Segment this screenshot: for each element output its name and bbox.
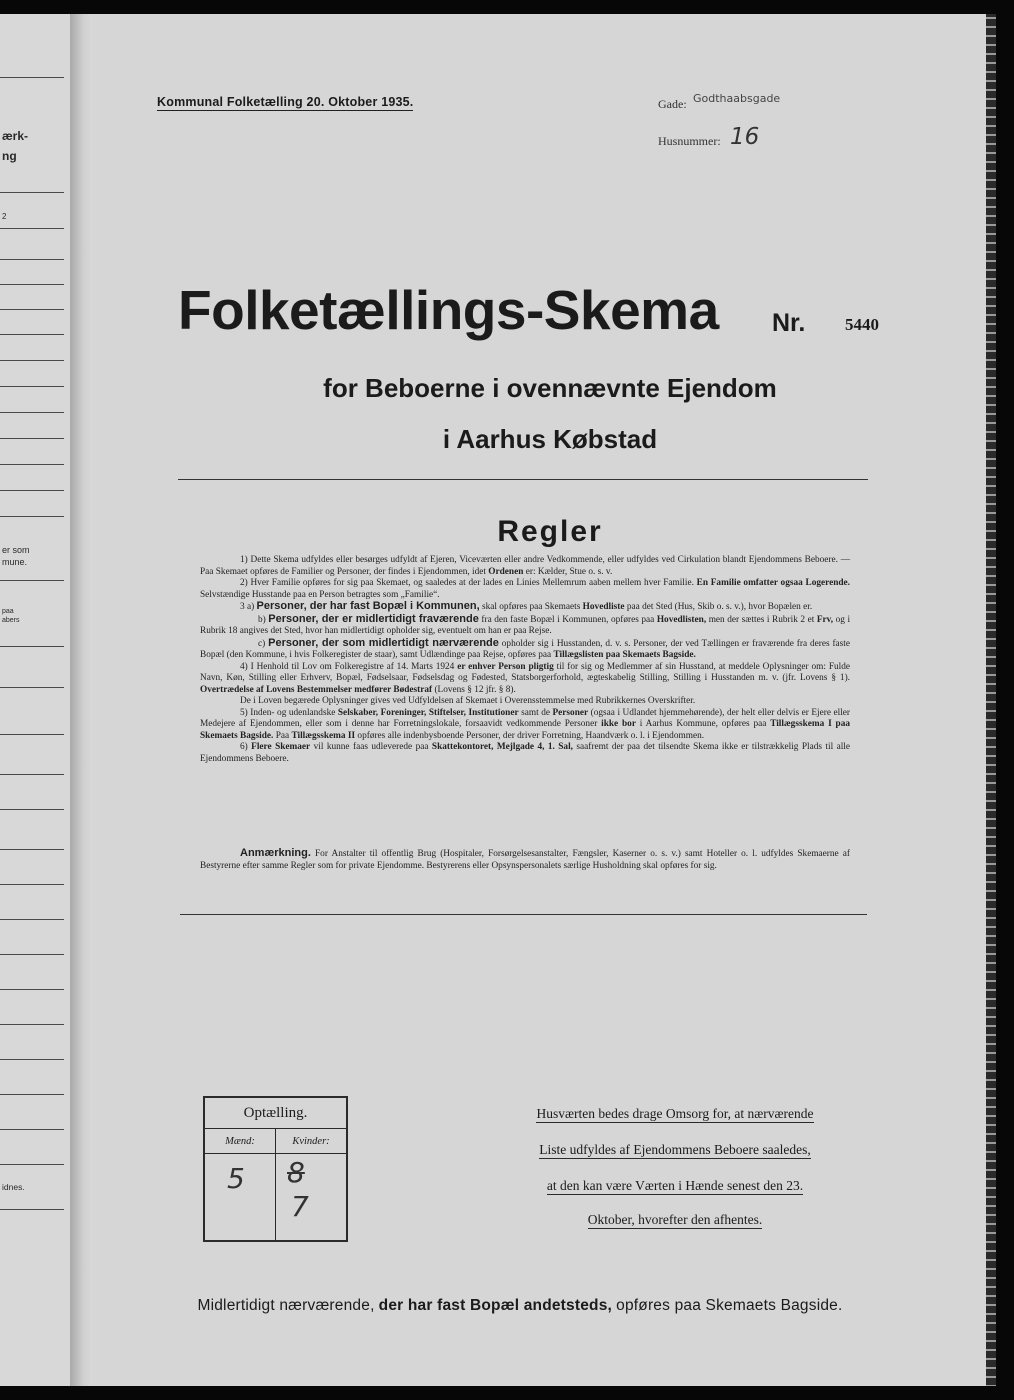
left-text-fragment: ærk- bbox=[2, 129, 29, 143]
divider bbox=[0, 1164, 64, 1165]
form-municipality: i Aarhus Købstad bbox=[442, 424, 658, 454]
divider bbox=[0, 774, 64, 775]
divider bbox=[0, 646, 64, 647]
rule-emphasis: Overtrædelse af Lovens Bestemmelser medfører Bødestraf bbox=[200, 684, 433, 695]
rule-6 bbox=[200, 742, 850, 765]
rule-text: opføres alle indenbysboende Personer, der driver Forretning, Haandværk o. l. i Ejendommen. bbox=[357, 730, 705, 741]
divider bbox=[0, 1094, 64, 1095]
rule-emphasis: ikke bor bbox=[601, 719, 636, 729]
women-count-struck: 8 bbox=[287, 1156, 305, 1189]
women-label: Kvinder: bbox=[292, 1136, 330, 1147]
rule-text: og i Rubrik 18 angives det Sted, hvor han midlertidigt opholder sig, eventuelt om han er paa Rejse. bbox=[200, 614, 851, 636]
footer-note bbox=[160, 1297, 880, 1315]
instruction-text: Oktober, hvorefter den afhentes. bbox=[587, 1212, 763, 1227]
instruction-text: at den kan være Værten i Hænde senest den 23. bbox=[546, 1178, 804, 1193]
rule-text: til for sig og Medlemmer af sin Husstand, at meddele Oplysninger om: Fulde Navn, Køn, Stilling eller Erhverv, Bopæl, Fødselsaar, Fødselsdag og Fødested, Statsborgerforhold, ægteskabelig Stilling, Stilling i Husstanden m. v. (jfr. Lovens § 1). bbox=[200, 661, 851, 683]
form-subtitle: for Beboerne i ovennævnte Ejendom bbox=[323, 373, 777, 403]
divider bbox=[205, 1153, 346, 1154]
rule-3b bbox=[200, 614, 850, 638]
count-box-title: Optælling. bbox=[243, 1105, 308, 1121]
rule-emphasis: Hovedliste bbox=[582, 602, 625, 612]
left-text-fragment: ng bbox=[2, 149, 17, 163]
page-edge bbox=[986, 14, 996, 1386]
form-title: Folketællings-Skema bbox=[178, 279, 719, 341]
left-text-fragment: abers bbox=[2, 617, 20, 624]
form-number-value: 5440 bbox=[845, 315, 879, 334]
rule-emphasis: Flere Skemaer bbox=[251, 742, 311, 752]
rule-text: samt de bbox=[521, 707, 550, 718]
divider bbox=[0, 809, 64, 810]
divider bbox=[0, 77, 64, 78]
instruction-line bbox=[500, 1178, 850, 1194]
rule-text: saafremt der paa det tilsendte Skema ikke er tilstrækkelig Plads til alle Ejendommens Beboere. bbox=[200, 742, 850, 764]
rule-text: fra den faste Bopæl i Kommunen, opføres paa bbox=[481, 614, 655, 625]
divider bbox=[0, 334, 64, 335]
rule-emphasis: En Familie omfatter ogsaa Logerende. bbox=[696, 578, 850, 588]
rule-5 bbox=[200, 708, 850, 743]
rule-text: er: Kælder, Stue o. s. v. bbox=[525, 566, 613, 577]
divider bbox=[0, 309, 64, 310]
rules-text bbox=[200, 555, 850, 765]
rule-text: i Aarhus Kommune, opføres paa bbox=[639, 719, 767, 729]
divider bbox=[0, 1129, 64, 1130]
footer-emphasis: der har fast Bopæl andetsteds, bbox=[378, 1297, 613, 1314]
divider bbox=[0, 438, 64, 439]
rule-emphasis: Tillægsskema II bbox=[291, 730, 356, 741]
divider bbox=[0, 884, 64, 885]
rule-emphasis: Personer, der har fast Bopæl i Kommunen, bbox=[256, 600, 480, 612]
divider bbox=[0, 734, 64, 735]
rule-text: 3 a) bbox=[240, 602, 255, 612]
divider bbox=[0, 580, 64, 581]
house-number-label: Husnummer: bbox=[658, 134, 721, 148]
remark bbox=[200, 848, 850, 872]
divider bbox=[0, 1209, 64, 1210]
divider bbox=[0, 849, 64, 850]
footer-text: opføres paa Skemaets Bagside. bbox=[616, 1297, 843, 1314]
left-text-fragment: 2 bbox=[2, 212, 7, 221]
rule-text: vil kunne faas udleverede paa bbox=[313, 742, 429, 752]
rule-text: (Lovens § 12 jfr. § 8). bbox=[434, 684, 516, 695]
divider bbox=[0, 228, 64, 229]
divider bbox=[0, 360, 64, 361]
rule-emphasis: er enhver Person pligtig bbox=[457, 661, 554, 672]
divider bbox=[0, 192, 64, 193]
rule-2 bbox=[200, 578, 850, 601]
rule-emphasis: Frv, bbox=[816, 614, 834, 625]
divider bbox=[0, 687, 64, 688]
street-label: Gade: bbox=[658, 97, 687, 111]
rule-text: 4) I Henhold til Lov om Folkeregistre af 14. Marts 1924 bbox=[240, 661, 455, 672]
street-value: Godthaabsgade bbox=[693, 92, 781, 105]
rule-text: (ogsaa i Udlandet hjemmehørende), der helt eller delvis er Ejere eller Medejere af Ejendommen, eller som i denne har Forretningslokale, forsaavidt vedkommende Personer bbox=[200, 707, 851, 729]
divider bbox=[0, 954, 64, 955]
rule-emphasis: Personer, der er midlertidigt fraværende bbox=[268, 612, 479, 625]
divider bbox=[0, 516, 64, 517]
rule-3c bbox=[200, 638, 850, 662]
rule-emphasis: Selskaber, Foreninger, Stiftelser, Institutioner bbox=[337, 707, 519, 718]
instruction-line bbox=[500, 1106, 850, 1122]
divider bbox=[0, 412, 64, 413]
men-label: Mænd: bbox=[225, 1136, 255, 1147]
rule-text: 2) Hver Familie opføres for sig paa Skemaet, og saaledes at der lades en Linies Mellemrum aaben mellem hver Familie. bbox=[240, 578, 694, 588]
rule-4-continued bbox=[200, 696, 850, 708]
divider bbox=[0, 1024, 64, 1025]
remark-label: Anmærkning. bbox=[240, 847, 311, 859]
divider bbox=[0, 259, 64, 260]
rules-heading: Regler bbox=[497, 515, 603, 548]
women-count: 7 bbox=[291, 1190, 309, 1223]
rule-text: De i Loven begærede Oplysninger gives ved Udfyldelsen af Skemaet i Overensstemmelse med Rubrikkernes Overskrifter. bbox=[240, 696, 696, 706]
instruction-line bbox=[500, 1212, 850, 1228]
rule-emphasis: Personer bbox=[552, 707, 589, 718]
rule-text: 1) Dette Skema udfyldes eller besørges udfyldt af Ejeren, Viceværten eller andre Vedkommende, eller udfyldes ved Cirkulation blandt Ejendommens Beboere. — Paa Skemaet opføres de Familier og Personer, der findes i Ejendommen, idet bbox=[200, 555, 850, 577]
divider bbox=[0, 386, 64, 387]
left-text-fragment: mune. bbox=[2, 557, 28, 567]
instruction-text: Husværten bedes drage Omsorg for, at nærværende bbox=[536, 1106, 814, 1121]
rule-text: 6) bbox=[240, 742, 248, 752]
divider bbox=[0, 490, 64, 491]
men-count: 5 bbox=[227, 1162, 245, 1195]
divider bbox=[180, 914, 867, 915]
divider bbox=[0, 464, 64, 465]
left-text-fragment: er som bbox=[2, 545, 30, 555]
divider bbox=[0, 284, 64, 285]
left-text-fragment: paa bbox=[2, 608, 14, 615]
rule-text: c) bbox=[258, 638, 266, 649]
rule-emphasis: Skattekontoret, Mejlgade 4, 1. Sal, bbox=[431, 742, 573, 752]
left-text-fragment: idnes. bbox=[2, 1182, 25, 1192]
rule-text: 5) Inden- og udenlandske bbox=[240, 707, 336, 718]
book-gutter bbox=[70, 14, 92, 1386]
divider bbox=[178, 479, 868, 480]
left-page-fragment bbox=[0, 14, 71, 1386]
rule-emphasis: Tillægsskema I paa Skemaets Bagside. bbox=[200, 719, 850, 741]
census-title: Kommunal Folketælling 20. Oktober 1935. bbox=[157, 95, 414, 109]
house-number-value: 16 bbox=[730, 124, 760, 150]
rule-text: b) bbox=[258, 614, 266, 625]
instruction-text: Liste udfyldes af Ejendommens Beboere saaledes, bbox=[539, 1142, 811, 1157]
rule-text: paa det Sted (Hus, Skib o. s. v.), hvor Bopælen er. bbox=[626, 602, 813, 612]
rule-text: Selvstændige Husstande paa en Person betragtes som „Familie“. bbox=[200, 589, 440, 600]
divider bbox=[0, 1059, 64, 1060]
rule-text: Paa bbox=[275, 730, 290, 741]
rule-1 bbox=[200, 555, 850, 578]
footer-text: Midlertidigt nærværende, bbox=[197, 1297, 375, 1314]
remark-text: For Anstalter til offentlig Brug (Hospitaler, Forsørgelsesanstalter, Fængsler, Kaserner o. s. v.) samt Hoteller o. l. udfyldes Skemaerne af Bestyrerne efter samme Regler som for private Ejendomme. Bestyrerens eller Opsynspersonalets særlige Husholdning skal opføres for sig. bbox=[200, 849, 850, 871]
rule-4 bbox=[200, 662, 850, 697]
rule-emphasis: Hovedlisten, bbox=[656, 614, 707, 625]
rule-text: skal opføres paa Skemaets bbox=[481, 602, 581, 612]
count-box bbox=[203, 1096, 348, 1242]
rule-text: opholder sig i Husstanden, d. v. s. Personer, der ved Tællingen er fraværende fra deres faste Bopæl (den Kommune, i hvis Folkeregister de staar), samt Udlændinge paa Rejse, opføres paa bbox=[200, 638, 851, 660]
rule-emphasis: Personer, der som midlertidigt nærværende bbox=[268, 636, 499, 649]
rule-emphasis: Ordenen bbox=[488, 566, 524, 577]
divider bbox=[0, 989, 64, 990]
divider bbox=[0, 919, 64, 920]
rule-emphasis: Tillægslisten paa Skemaets Bagside. bbox=[553, 650, 696, 660]
rule-text: men der sættes i Rubrik 2 et bbox=[708, 614, 815, 625]
instruction-line bbox=[500, 1142, 850, 1158]
form-number-label: Nr. bbox=[772, 309, 806, 337]
